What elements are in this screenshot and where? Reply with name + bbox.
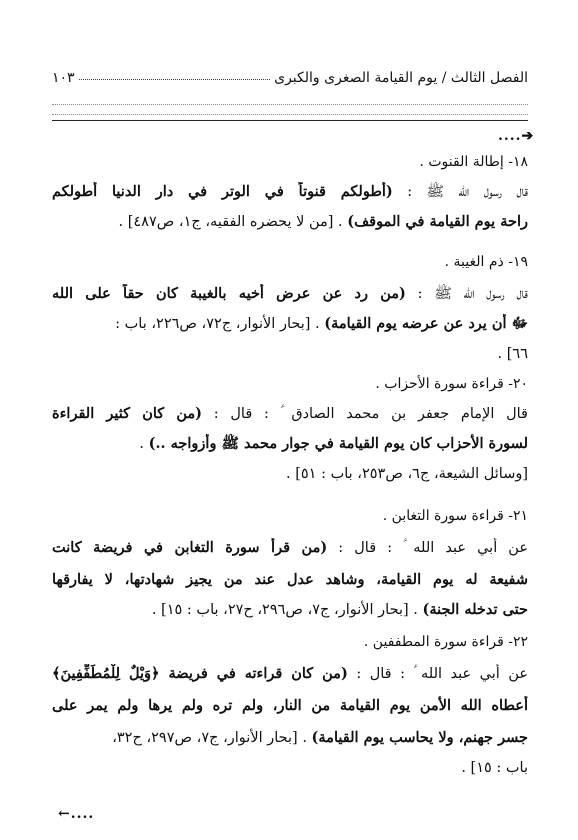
hadith-quote: (من رد عن عرض أخيه بالغيبة كان حقاً على الله bbox=[52, 285, 406, 302]
text-run: ٦٦] . bbox=[497, 346, 528, 362]
continue-dots-bottom: .... bbox=[70, 806, 95, 822]
header-dotted-rule bbox=[52, 104, 528, 105]
hadith-quote: أعطاه الله الأمن يوم القيامة من النار، ولم تره ولم يرها ولم يمر على bbox=[52, 697, 528, 714]
hadith-quote: حتى تدخله الجنة) bbox=[422, 601, 528, 618]
text-line bbox=[52, 434, 528, 454]
text-line bbox=[52, 664, 528, 684]
hadith-quote: (أطولكم قنوتاً في الوتر في دار الدنيا أطولكم bbox=[52, 183, 393, 200]
text-run: عن أبي عبد الله ؑ : قال : bbox=[327, 540, 528, 556]
continue-dots-top: .... bbox=[498, 128, 522, 144]
text-run: قال الإمام جعفر بن محمد الصادق ؑ : قال : bbox=[202, 406, 528, 422]
hadith-quote: راحة يوم القيامة في الموقف) bbox=[347, 213, 528, 230]
continue-arrow-icon: ....➔ bbox=[498, 128, 535, 144]
section-heading bbox=[52, 152, 528, 172]
chapter-title: الفصل الثالث / يوم القيامة الصغرى والكبرى bbox=[274, 70, 528, 86]
hadith-quote: جسر جهنم، ولا يحاسب يوم القيامة) bbox=[311, 729, 528, 746]
text-run: قال رسول الله ﷺ : bbox=[405, 286, 528, 302]
text-run: [وسائل الشيعة، ج٦، ص٢٥٣، باب : ٥١] . bbox=[286, 466, 528, 482]
hadith-quote: (من كان قراءته في فريضة ﴿وَيْلٌ لِلْمُطَفِّفِينَ﴾ bbox=[52, 665, 348, 682]
text-run: . [بحار الأنوار، ج٧٢، ص٢٢٦، باب : bbox=[115, 316, 325, 332]
text-run: قال رسول الله ﷺ : bbox=[392, 184, 528, 200]
text-run: ١٩- ذم الغيبة . bbox=[444, 254, 528, 270]
text-line bbox=[52, 344, 528, 364]
text-line bbox=[52, 212, 528, 232]
text-run: . [بحار الأنوار، ج٧، ص٢٩٦، ح٢٧، باب : ١٥] . bbox=[151, 602, 423, 618]
header-dot-leader bbox=[79, 79, 271, 80]
text-run: . [بحار الأنوار، ج٧، ص٢٩٧، ح٣٢، bbox=[112, 730, 312, 746]
text-run: ٢١- قراءة سورة التغابن . bbox=[382, 508, 528, 524]
text-line bbox=[52, 284, 528, 304]
text-run: . bbox=[139, 436, 149, 452]
text-line bbox=[52, 758, 528, 778]
hadith-quote: (من كان كثير القراءة bbox=[52, 405, 203, 422]
text-run: . [من لا يحضره الفقيه، ج١، ص٤٨٧] . bbox=[118, 214, 348, 230]
hadith-quote: ﷻ أن يرد عن عرضه يوم القيامة) bbox=[324, 315, 528, 332]
text-line bbox=[52, 464, 528, 484]
hadith-quote: لسورة الأحزاب كان يوم القيامة في جوار محمد ﷺ وأزواجه ..) bbox=[148, 435, 528, 452]
text-line bbox=[52, 696, 528, 716]
text-line bbox=[52, 570, 528, 590]
section-heading bbox=[52, 252, 528, 272]
text-line bbox=[52, 404, 528, 424]
text-line bbox=[52, 728, 528, 748]
page-number: ١٠٣ bbox=[52, 70, 75, 86]
text-line bbox=[52, 538, 528, 558]
hadith-quote: شفيعة له يوم القيامة، وشاهد عدل عند من يجيز شهادتها، لا يفارقها bbox=[52, 571, 528, 588]
back-arrow-icon: ←.... bbox=[58, 806, 95, 822]
section-heading bbox=[52, 506, 528, 526]
text-run: ٢٠- قراءة سورة الأحزاب . bbox=[375, 376, 528, 392]
running-header bbox=[52, 58, 528, 86]
header-rule bbox=[52, 120, 528, 121]
text-line bbox=[52, 182, 528, 202]
text-run: ٢٢- قراءة سورة المطففين . bbox=[363, 634, 528, 650]
text-run: باب : ١٥] . bbox=[461, 760, 528, 776]
text-line bbox=[52, 600, 528, 620]
section-heading bbox=[52, 632, 528, 652]
text-run: ١٨- إطالة القنوت . bbox=[419, 154, 528, 170]
hadith-quote: (من قرأ سورة التغابن في فريضة كانت bbox=[52, 539, 328, 556]
text-run: عن أبي عبد الله ؑ : قال : bbox=[347, 666, 528, 682]
header-dotted-rule-2 bbox=[52, 114, 528, 115]
text-line bbox=[52, 314, 528, 334]
section-heading bbox=[52, 374, 528, 394]
